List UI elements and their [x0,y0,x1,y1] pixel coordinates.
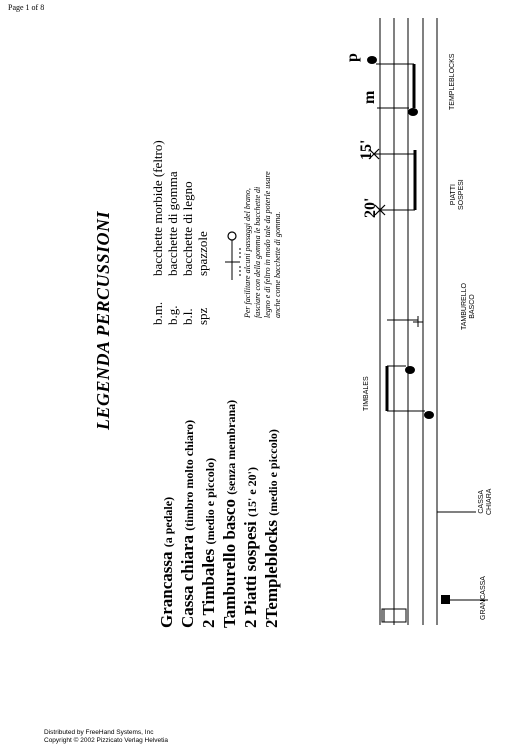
instrument-templeblocks: 2Templeblocks (medio e piccolo) [262,429,281,628]
templeblocks-notehead-1 [408,108,418,116]
instrument-timbales: 2 Timbales (medio e piccolo) [199,457,218,628]
page-title: LEGENDA PERCUSSIONI [93,210,113,430]
templeblocks-notehead-2 [367,56,377,64]
instrument-grancassa: Grancassa (a pedale) [157,496,176,628]
grancassa-notehead [441,595,450,604]
label-cassa-chiara: CASSA CHIARA [478,488,493,515]
instrument-piatti: 2 Piatti sospesi (15' e 20') [241,467,260,628]
page-number: Page 1 of 8 [8,3,45,12]
label-timbales: TIMBALES [363,376,370,411]
piatti-note-20 [375,205,415,215]
timbales-notehead-1 [424,411,434,419]
timbales-notehead-2 [405,366,415,374]
cymbal-size-15: 15' [358,139,375,160]
instrument-tamburello: Tamburello basco (senza membrana) [220,399,239,628]
cymbal-size-20: 20' [362,197,379,218]
stick-diagram-icon [225,232,240,280]
label-grancassa: GRANCASSA [480,576,487,620]
footer-copyright: Copyright © 2002 Pizzicato Verlag Helvetia [44,737,169,744]
instrument-cassa-chiara: Cassa chiara (timbro molto chiaro) [178,419,197,628]
sticks-descriptions: bacchette morbide (feltro) bacchette di gomma bacchette di legno spazzole [150,140,210,276]
footer-distributor: Distributed by FreeHand Systems, Inc [44,729,154,736]
sticks-note: Per facilitare alcuni passaggi del brano, fasciare con della gomma le bacchette di legno e di feltro in modo tale da poterle usare anche come bacchette di gomma. [243,171,282,318]
sticks-abbreviations: b.m. b.g. b.l. spz [150,301,210,325]
label-templeblocks: TEMPLEBLOCKS [449,53,456,110]
dynamic-p: p [344,53,361,62]
label-tamburello: TAMBURELLO BASCO [461,283,476,330]
label-piatti: PIATTI SOSPESI [450,179,465,210]
dynamic-m: m [361,90,378,104]
